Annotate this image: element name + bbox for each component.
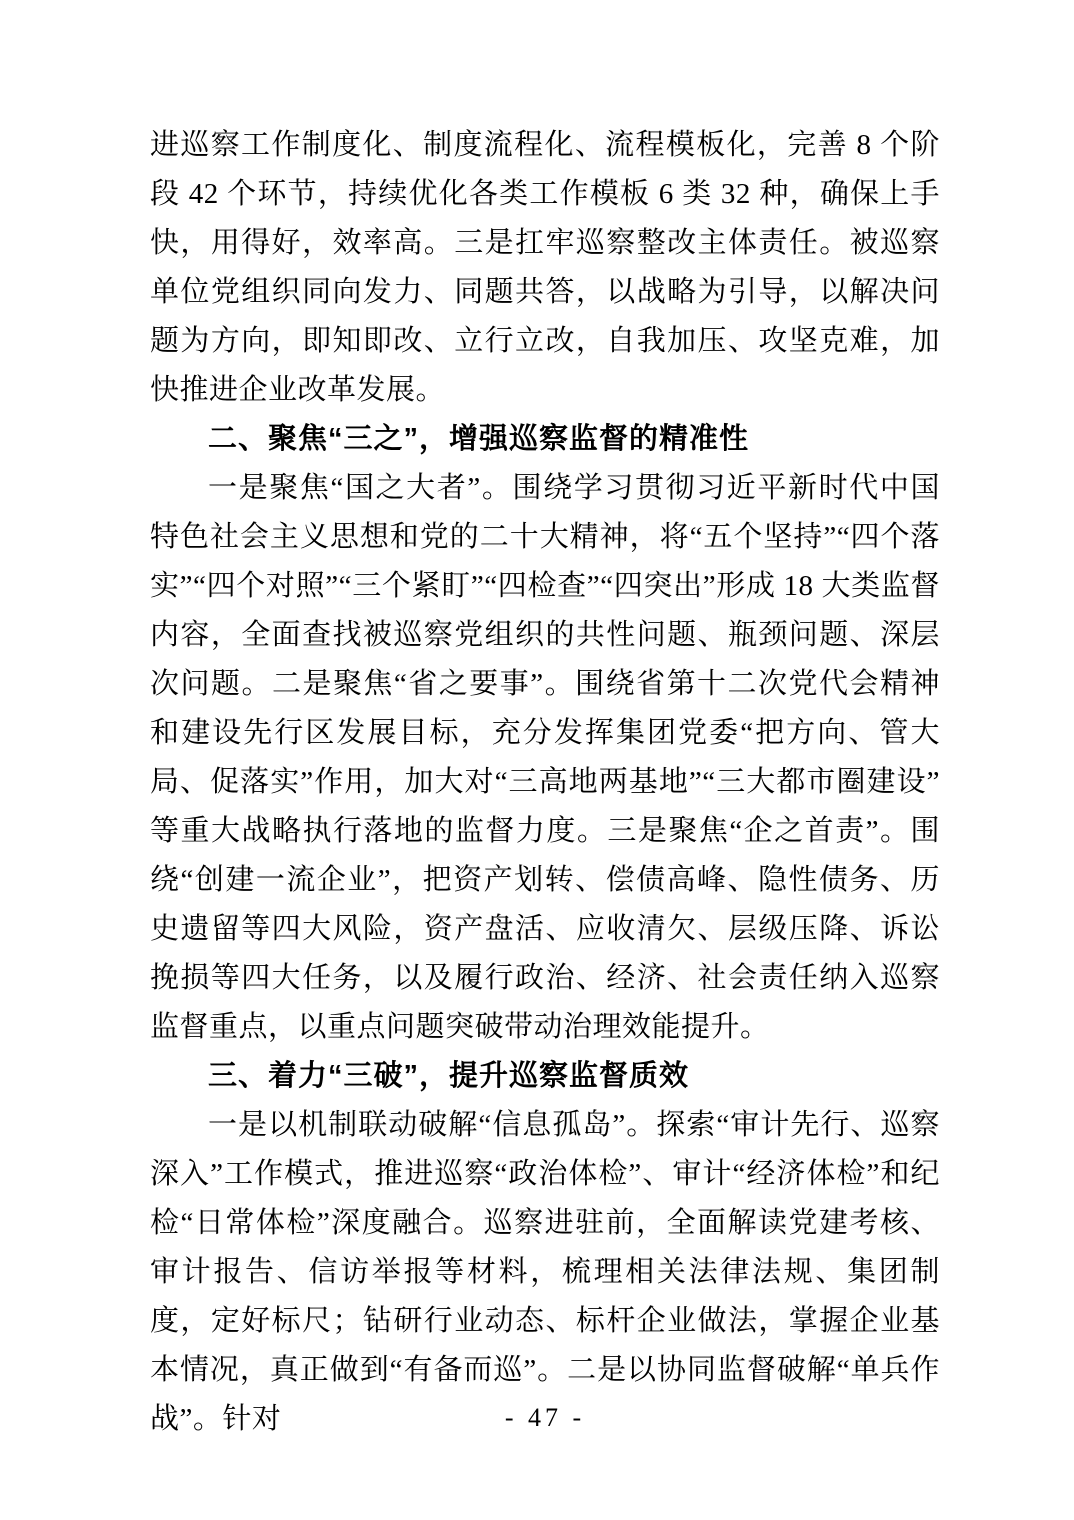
paragraph-continuation: 进巡察工作制度化、制度流程化、流程模板化，完善 8 个阶段 42 个环节，持续优化各类工作模板 6 类 32 种，确保上手快，用得好，效率高。三是扛牢巡察整改主体责任。被巡察单位党组织同向发力、同题共答，以战略为引导，以解决问题为方向，即知即改、立行立改，自我加压、攻坚克难，加快推进企业改革发展。	[150, 129, 940, 406]
paragraph-section-two: 一是聚焦“国之大者”。围绕学习贯彻习近平新时代中国特色社会主义思想和党的二十大精神，将“五个坚持”“四个落实”“四个对照”“三个紧盯”“四检查”“四突出”形成 18 大类监督内容，全面查找被巡察党组织的共性问题、瓶颈问题、深层次问题。二是聚焦“省之要事”。围绕省第十二次党代会精神和建设先行区发展目标，充分发挥集团党委“把方向、管大局、促落实”作用，加大对“三高地两基地”“三大都市圈建设”等重大战略执行落地的监督力度。三是聚焦“企之首责”。围绕“创建一流企业”，把资产划转、偿债高峰、隐性债务、历史遗留等四大风险，资产盘活、应收清欠、层级压降、诉讼挽损等四大任务，以及履行政治、经济、社会责任纳入巡察监督重点，以重点问题突破带动治理效能提升。	[150, 472, 940, 1043]
page-number: - 47 -	[504, 1403, 586, 1432]
section-heading-two: 二、聚焦“三之”，增强巡察监督的精准性	[208, 423, 750, 455]
document-body	[150, 121, 940, 1444]
section-heading-three: 三、着力“三破”，提升巡察监督质效	[208, 1060, 690, 1092]
page-footer	[150, 1398, 940, 1438]
paragraph-section-three: 一是以机制联动破解“信息孤岛”。探索“审计先行、巡察深入”工作模式，推进巡察“政治体检”、审计“经济体检”和纪检“日常体检”深度融合。巡察进驻前，全面解读党建考核、审计报告、信访举报等材料，梳理相关法律法规、集团制度，定好标尺；钻研行业动态、标杆企业做法，掌握企业基本情况，真正做到“有备而巡”。二是以协同监督破解“单兵作战”。针对	[150, 1109, 940, 1435]
